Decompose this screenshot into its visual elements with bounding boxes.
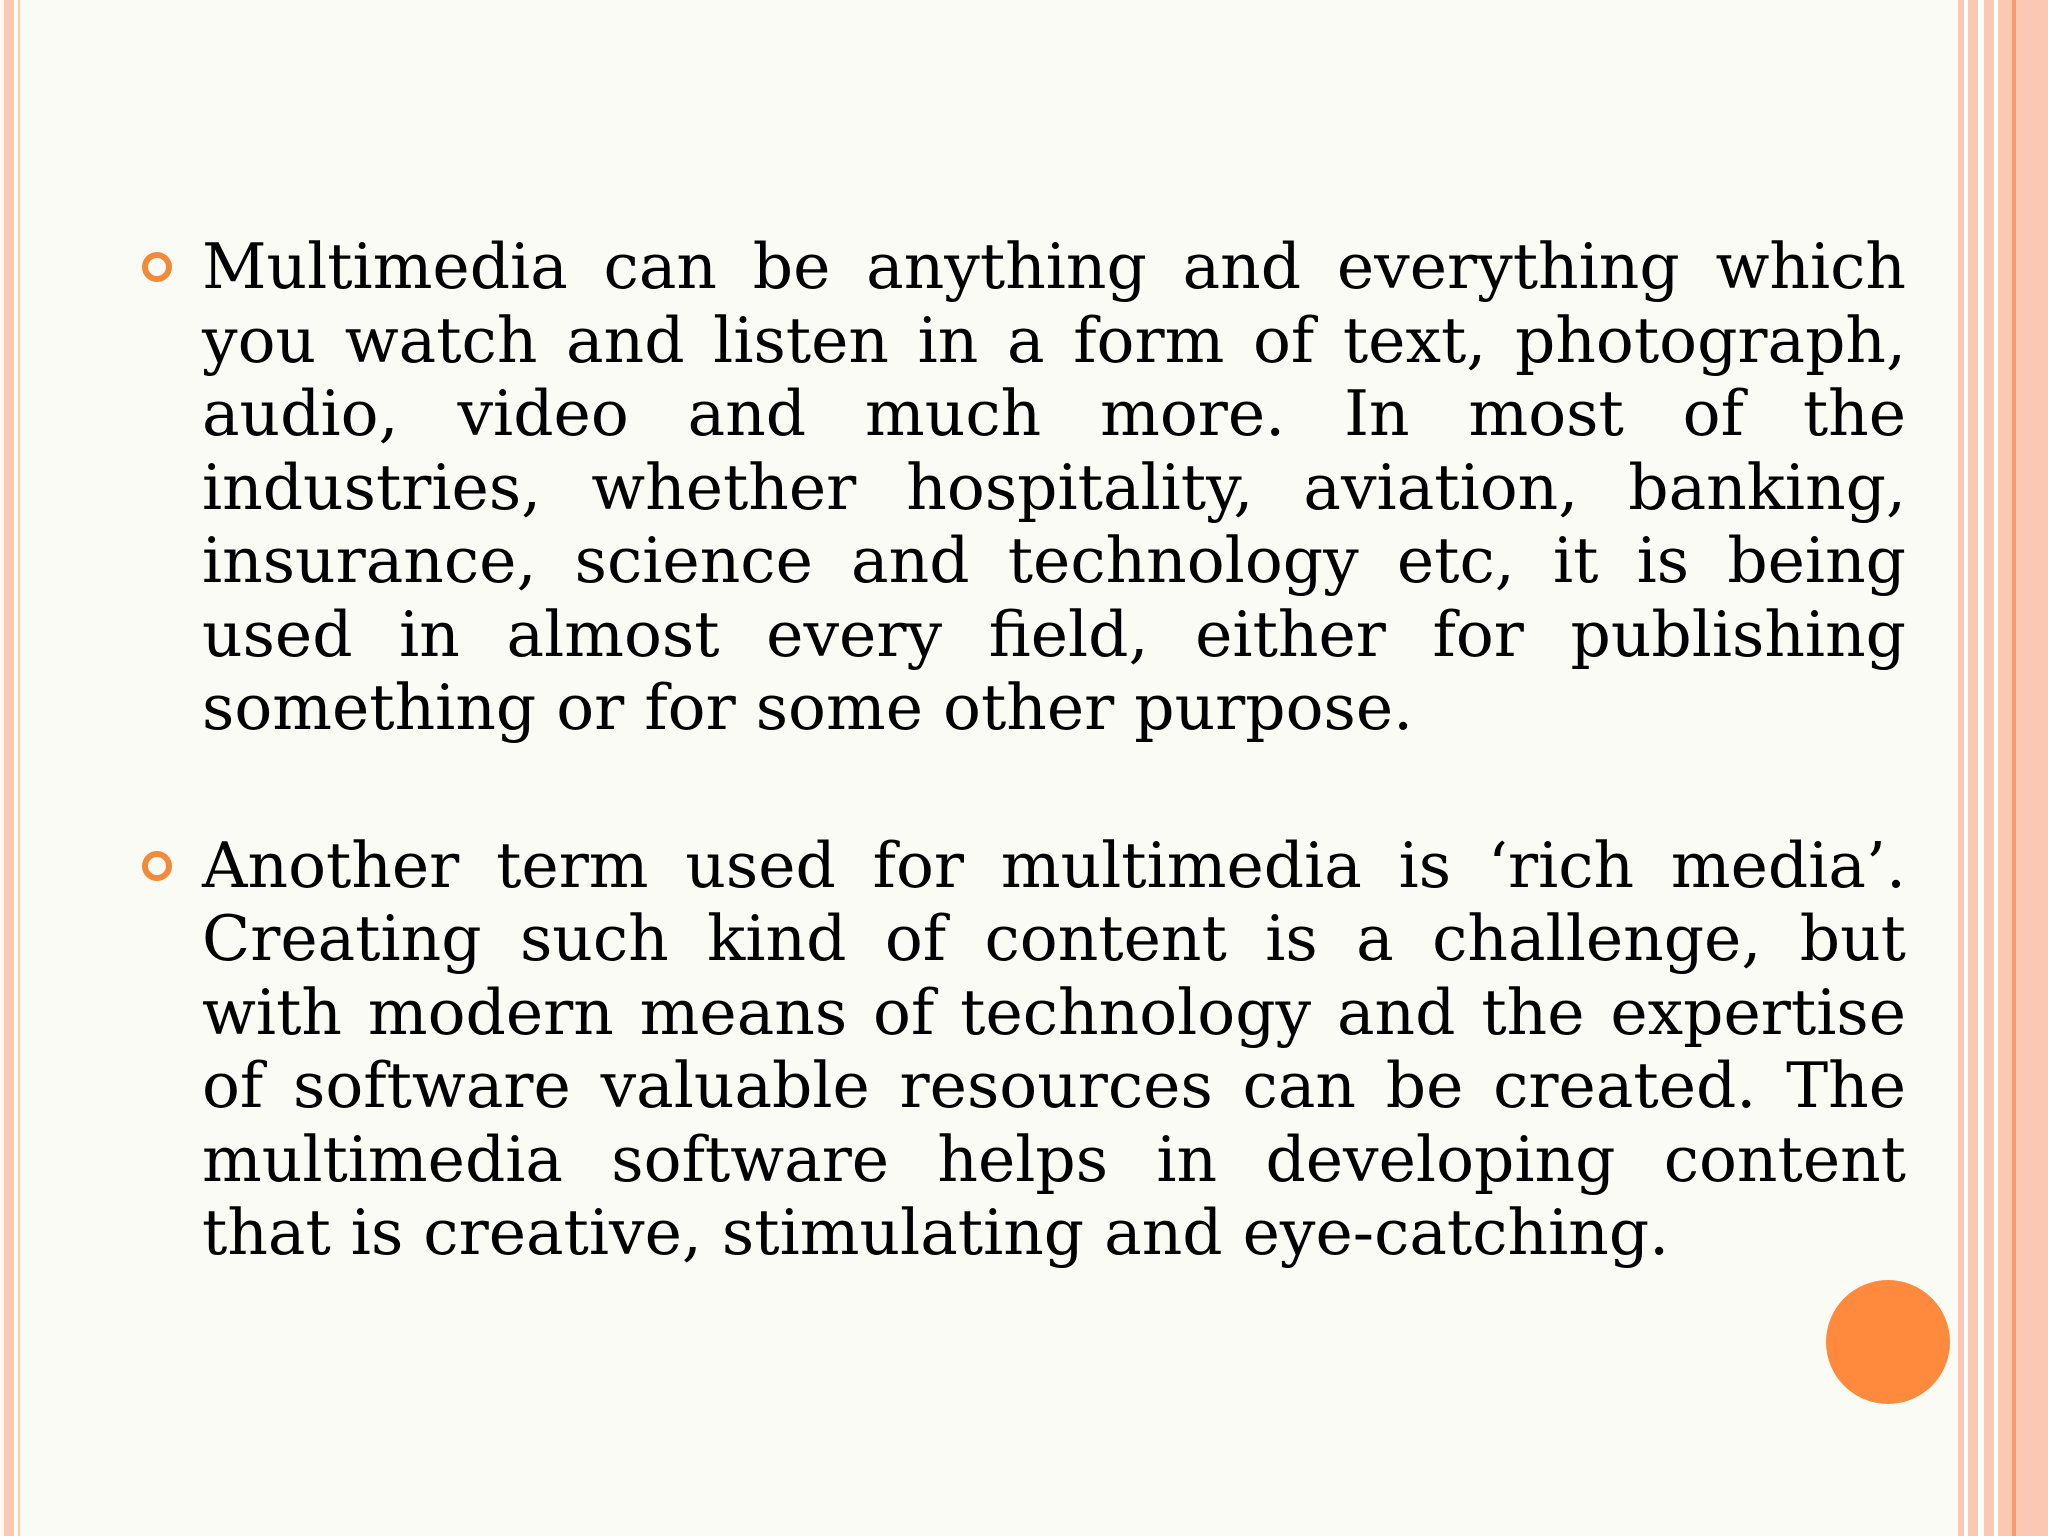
- right-stripe: [1998, 0, 2048, 1536]
- ring-bullet-icon: [142, 851, 172, 881]
- right-stripe: [1984, 0, 1994, 1536]
- bullet-item: [140, 829, 1906, 1270]
- orange-circle-icon: [1826, 1280, 1950, 1404]
- right-stripe: [2012, 0, 2016, 1536]
- right-border-stripes: [1958, 0, 2048, 1536]
- bullet-item: [140, 230, 1906, 745]
- ring-bullet-icon: [142, 252, 172, 282]
- right-stripe: [1968, 0, 1978, 1536]
- bullet-text: Multimedia can be anything and everything which you watch and listen in a form of text, photograph, audio, video and much more. In most of the industries, whether hospitality, aviation, banking, insurance, science and technology etc, it is being used in almost every field, either for publishing something or for some other purpose.: [202, 230, 1906, 744]
- bullet-text: Another term used for multimedia is ‘rich media’. Creating such kind of content is a challenge, but with modern means of technology and the expertise of software valuable resources can be created. The multimedia software helps in developing content that is creative, stimulating and eye-catching.: [202, 828, 1906, 1269]
- left-border-line: [18, 0, 20, 1536]
- left-border-stripe: [4, 0, 14, 1536]
- slide-body: [140, 230, 1906, 1354]
